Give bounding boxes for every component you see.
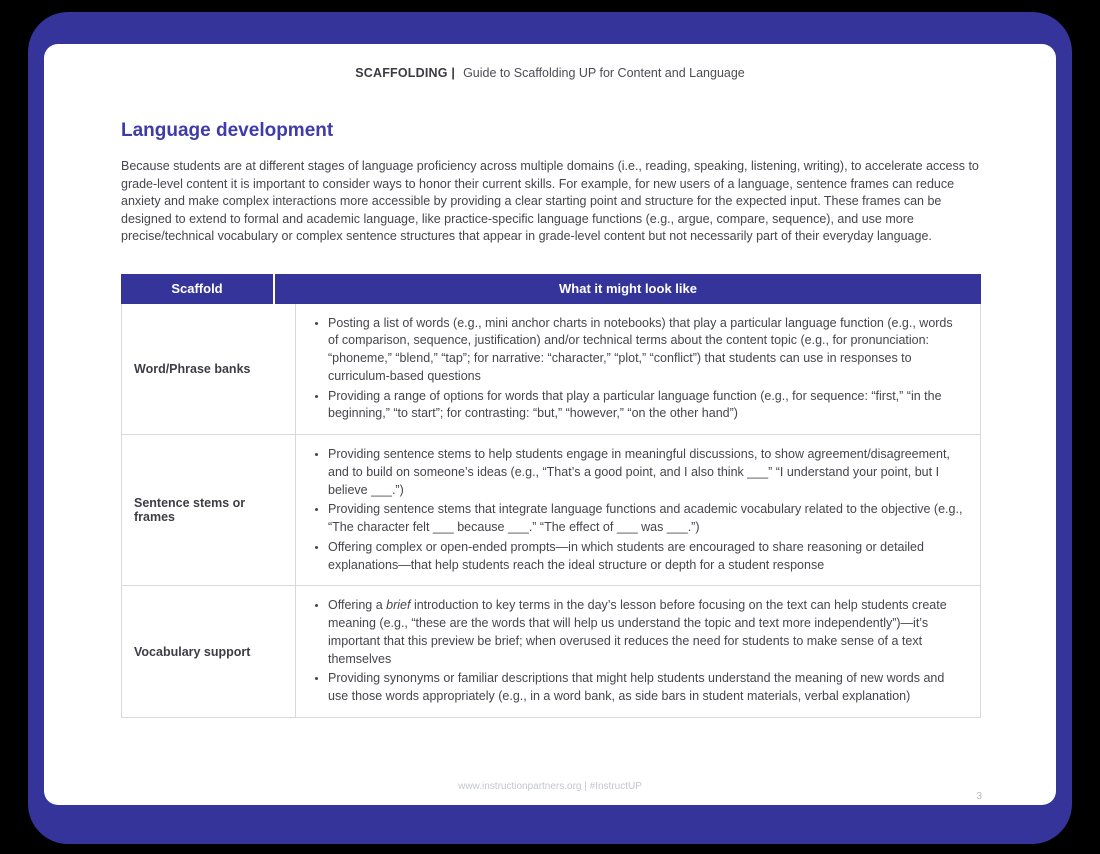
document-header — [44, 66, 1056, 80]
table-header-row — [121, 274, 981, 304]
bullet-list — [304, 315, 966, 424]
bullet-list — [304, 446, 966, 574]
table-row — [122, 304, 980, 436]
bullet-item: • Posting a list of words (e.g., mini anchor charts in notebooks) that play a particular language function (e.g., words of comparison, sequence, justification) and/or technical terms about the content topic (e.g., for pronunciation: “phoneme,” “blend,” “tap”; for narrative: “character,” “plot,” “conflict”) that students can use in responses to curriculum-based questions — [328, 315, 966, 386]
table-body — [121, 304, 981, 718]
header-brand: SCAFFOLDING | — [355, 66, 456, 80]
scaffold-label: Vocabulary support — [122, 586, 296, 717]
page-footer: www.instructionpartners.org | #InstructUP — [458, 781, 642, 792]
bullet-item: • Providing sentence stems that integrate language functions and academic vocabulary related to the objective (e.g., “The character felt ___ because ___.” “The effect of ___ was ___.”) — [328, 501, 966, 537]
intro-paragraph: Because students are at different stages of language proficiency across multiple domains (i.e., reading, speaking, listening, writing), to accelerate access to grade-level content it is important to consider ways to honor their current skills. For example, for new users of a language, sentence frames can reduce anxiety and make complex interactions more accessible by providing a clear starting point and structure for the expected input. These frames can be designed to extend to formal and academic language, like practice-specific language functions (e.g., argue, compare, sequence), and use more precise/technical vocabulary or complex sentence structures that appear in grade-level content but not necessarily part of their everyday language. — [121, 159, 979, 243]
bullet-item: • Providing sentence stems to help students engage in meaningful discussions, to show agreement/disagreement, and to build on someone’s ideas (e.g., “That’s a good point, and I also think ___” “I understand your point, but I believe ___.”) — [328, 446, 966, 499]
scaffold-examples-cell — [296, 586, 980, 717]
header-subtitle: Guide to Scaffolding UP for Content and Language — [463, 66, 745, 80]
scaffold-examples-cell — [296, 304, 980, 435]
page-number: 3 — [976, 791, 982, 802]
scaffold-examples-cell — [296, 435, 980, 585]
bullet-list — [304, 597, 966, 706]
document-page — [44, 44, 1056, 805]
scaffold-label: Word/Phrase banks — [122, 304, 296, 435]
page-title: Language development — [121, 120, 334, 141]
scaffold-table — [121, 274, 981, 718]
column-header-what-it-might-look-like: What it might look like — [559, 281, 697, 296]
bullet-item: • Offering complex or open-ended prompts—in which students are encouraged to share reasoning or detailed explanations—that help students reach the ideal structure or depth for a student response — [328, 539, 966, 575]
bullet-item: • Offering a brief introduction to key terms in the day’s lesson before focusing on the text can help students create meaning (e.g., “these are the words that will help us understand the topic and text more independently”)—it’s important that this preview be brief; when overused it reduces the need for students to make sense of a text themselves — [328, 597, 966, 668]
table-row — [122, 435, 980, 586]
column-header-scaffold: Scaffold — [121, 274, 275, 304]
bullet-item: • Providing synonyms or familiar descriptions that might help students understand the meaning of new words and use those words appropriately (e.g., in a word bank, as side bars in student materials, verbal explanation) — [328, 670, 966, 706]
table-row — [122, 586, 980, 718]
bullet-item: • Providing a range of options for words that play a particular language function (e.g., for sequence: “first,” “in the beginning,” “to start”; for contrasting: “but,” “however,” “on the other hand”) — [328, 388, 966, 424]
scaffold-label: Sentence stems or frames — [122, 435, 296, 585]
